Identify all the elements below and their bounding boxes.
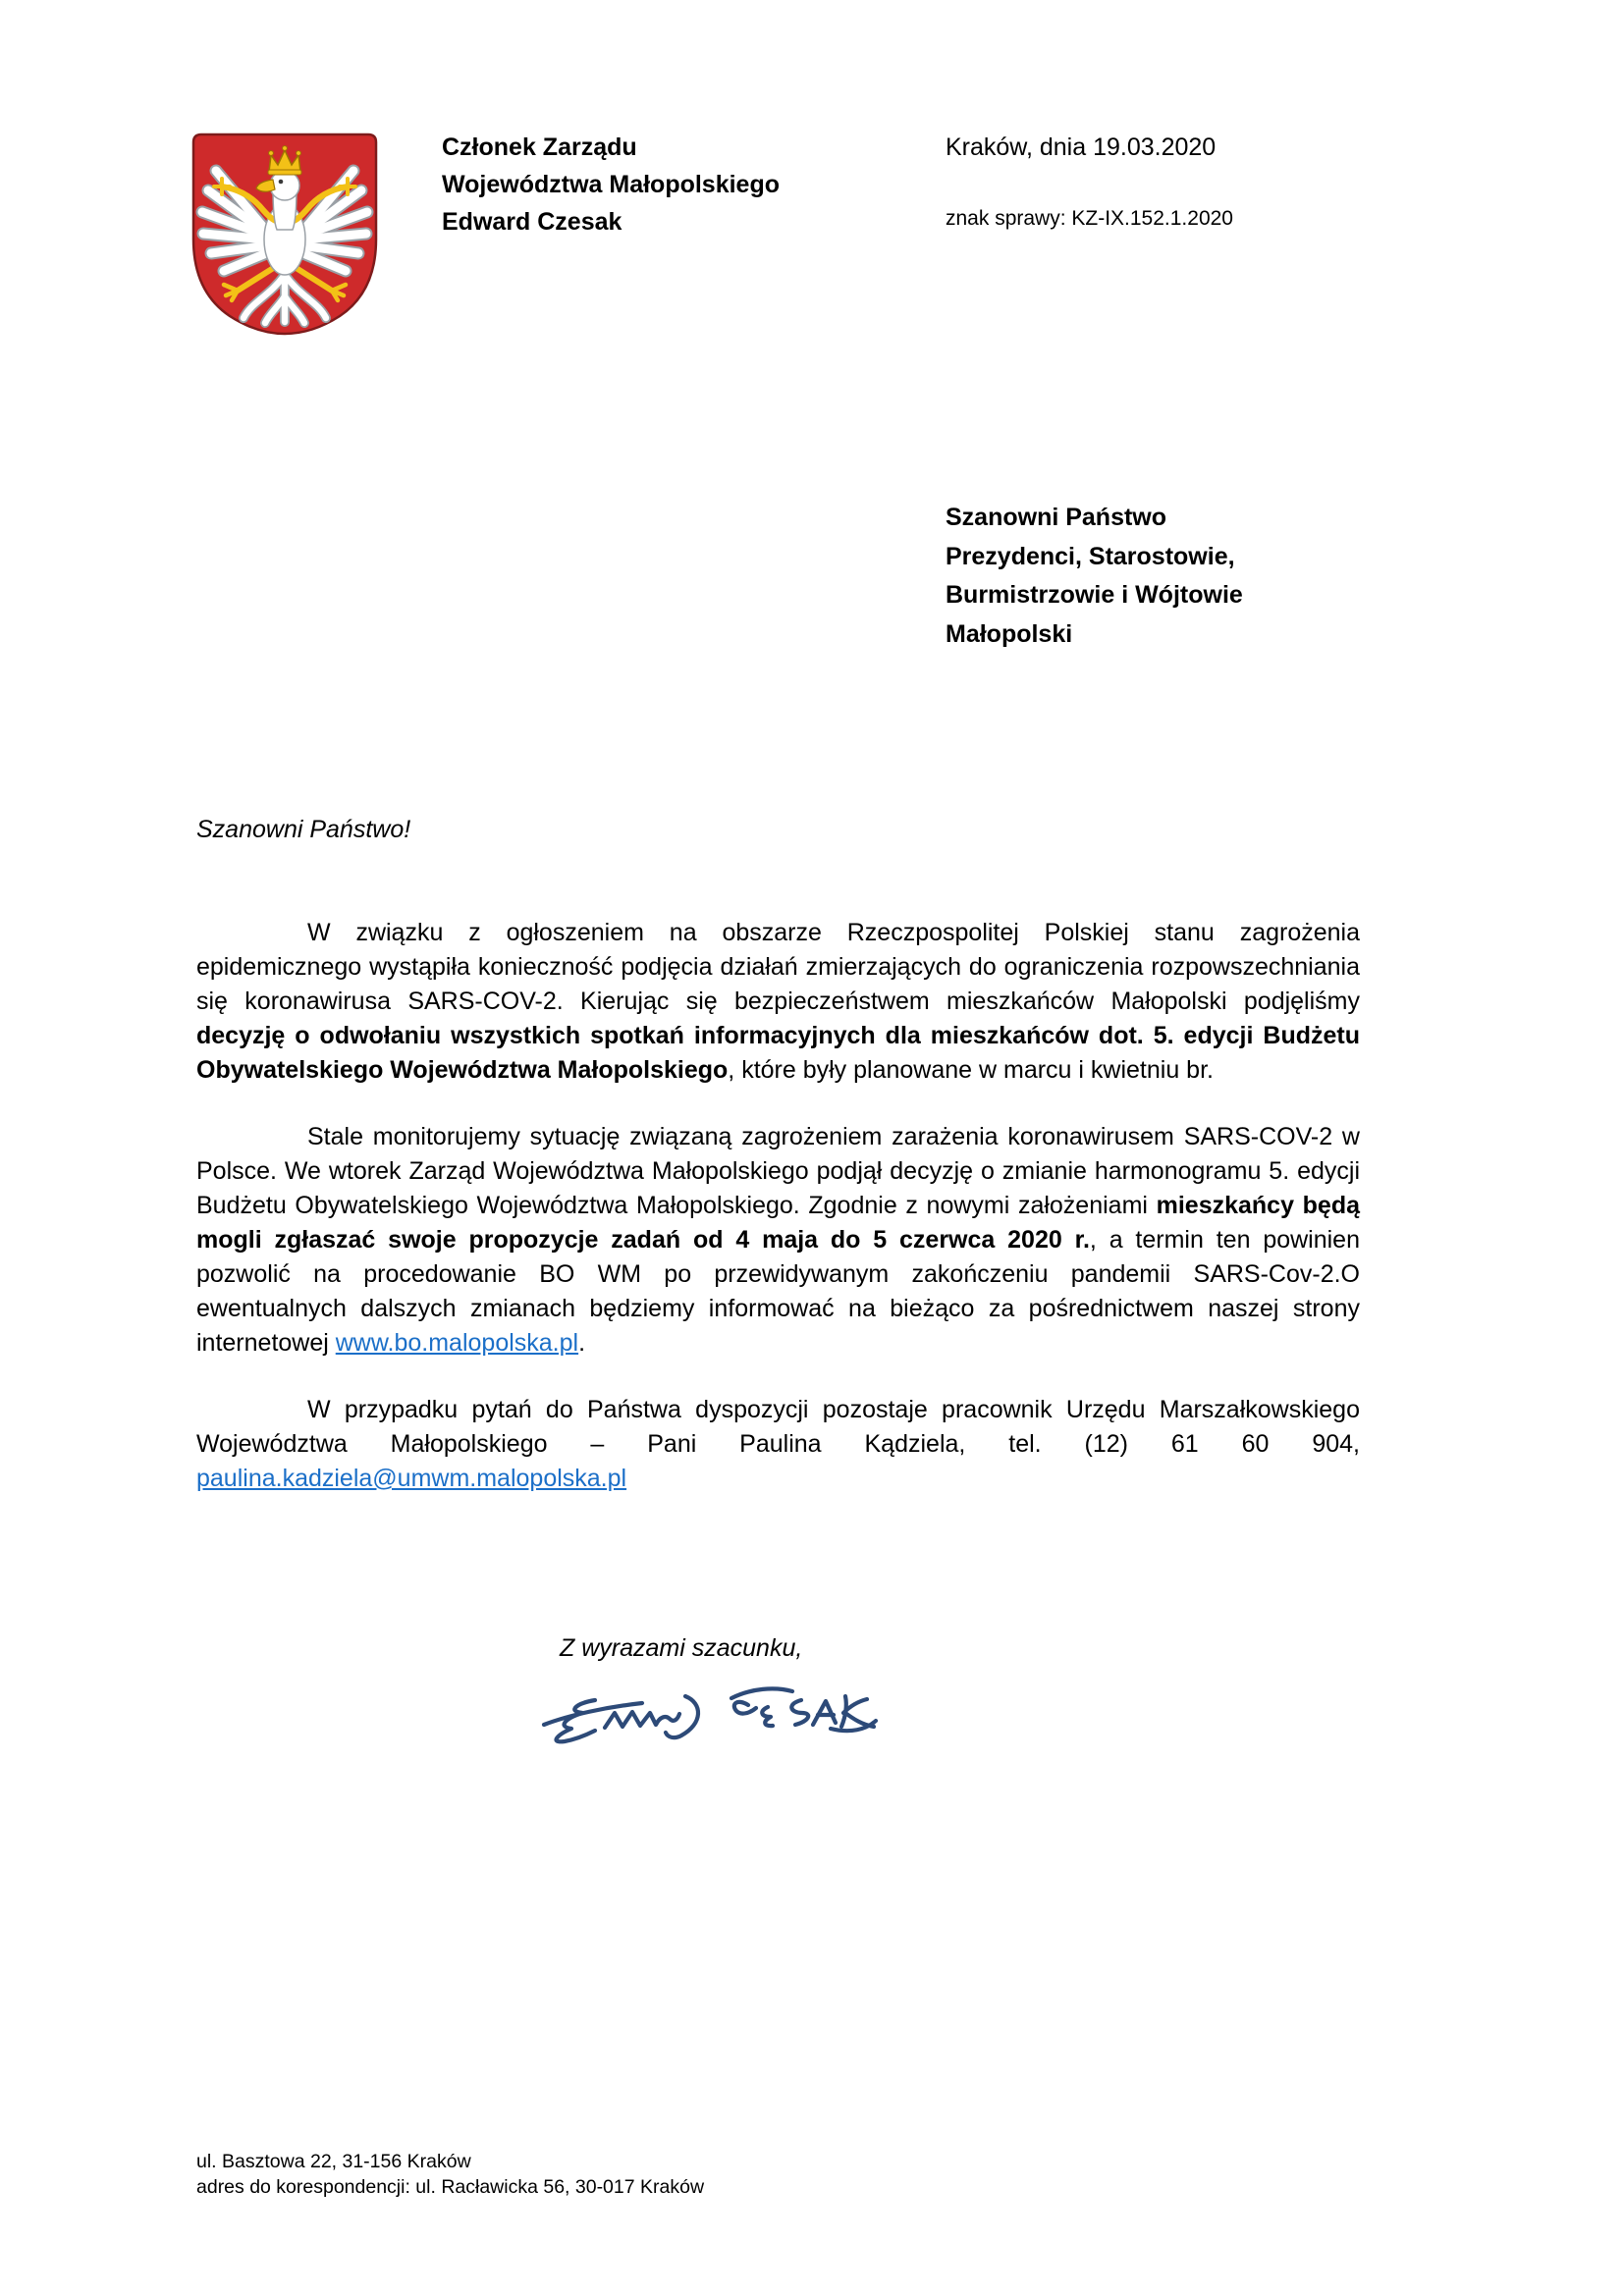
signature-edward-czesak (538, 1677, 884, 1767)
addressee-block (946, 499, 1243, 654)
website-link[interactable]: www.bo.malopolska.pl (335, 1329, 579, 1357)
paragraph-1-text: W związku z ogłoszeniem na obszarze Rzeczpospolitej Polskiej stanu zagrożenia epidemicznego wystąpiła konieczność podjęcia działań zmierzających do ograniczenia rozpowszechniania się koronawirusa SARS-COV-2. Kierując się bezpieczeństwem mieszkańców Małopolski podjęliśmy (196, 919, 1360, 1015)
salutation: Szanowni Państwo! (196, 816, 411, 843)
signature-ink (544, 1688, 876, 1741)
paragraph-1-text: , które były planowane w marcu i kwietniu br. (728, 1056, 1214, 1084)
case-number: znak sprawy: KZ-IX.152.1.2020 (946, 207, 1233, 230)
paragraph-3-text: W przypadku pytań do Państwa dyspozycji pozostaje pracownik Urzędu Marszałkowskiego Województwa Małopolskiego – Pani Paulina Kądziela, tel. (12) 61 60 904, (196, 1396, 1360, 1458)
paragraph-2-bold-text: mieszkańcy będą mogli zgłaszać swoje propozycje zadań od 4 maja do 5 czerwca 2020 r. (196, 1192, 1361, 1254)
paragraph-3 (196, 1393, 1360, 1496)
sender-organization: Województwa Małopolskiego (442, 171, 781, 198)
footer-address: ul. Basztowa 22, 31-156 Kraków (196, 2151, 471, 2172)
sender-block (442, 129, 780, 240)
footer-correspondence-address: adres do korespondencji: ul. Racławicka 56, 30-017 Kraków (196, 2175, 705, 2198)
email-link[interactable]: paulina.kadziela@umwm.malopolska.pl (196, 1465, 627, 1492)
paragraph-2-text: , a termin ten powinien pozwolić na procedowanie BO WM po przewidywanym zakończeniu pandemii SARS-Cov-2.O ewentualnych dalszych zmianach będziemy informować na bieżąco za pośrednictwem naszej strony internetowej (196, 1226, 1360, 1357)
paragraph-1-bold-text: decyzję o odwołaniu wszystkich spotkań informacyjnych dla mieszkańców dot. 5. edycji Budżetu Obywatelskiego Województwa Małopolskiego (196, 1022, 1360, 1084)
addressee-line: Małopolski (946, 619, 1073, 648)
paragraph-2-text: Stale monitorujemy sytuację związaną zagrożeniem zarażenia koronawirusem SARS-COV-2 w Polsce. We wtorek Zarząd Województwa Małopolskiego podjął decyzję o zmianie harmonogramu 5. edycji Budżetu Obywatelskiego Województwa Małopolskiego. Zgodnie z nowymi założeniami (196, 1123, 1360, 1219)
paragraph-1 (196, 916, 1360, 1088)
paragraph-2 (196, 1120, 1360, 1361)
letter-body (196, 916, 1360, 1496)
addressee-line: Burmistrzowie i Wójtowie (946, 581, 1243, 609)
malopolska-coat-of-arms-icon (187, 130, 383, 338)
addressee-line: Prezydenci, Starostowie, (946, 542, 1235, 570)
footer-block (196, 2150, 704, 2200)
letter-date: Kraków, dnia 19.03.2020 (946, 133, 1217, 161)
paragraph-2-text: . (578, 1329, 586, 1357)
sender-name: Edward Czesak (442, 208, 622, 236)
sender-title: Członek Zarządu (442, 133, 637, 161)
closing-phrase: Z wyrazami szacunku, (560, 1634, 803, 1662)
addressee-line: Szanowni Państwo (946, 504, 1167, 531)
